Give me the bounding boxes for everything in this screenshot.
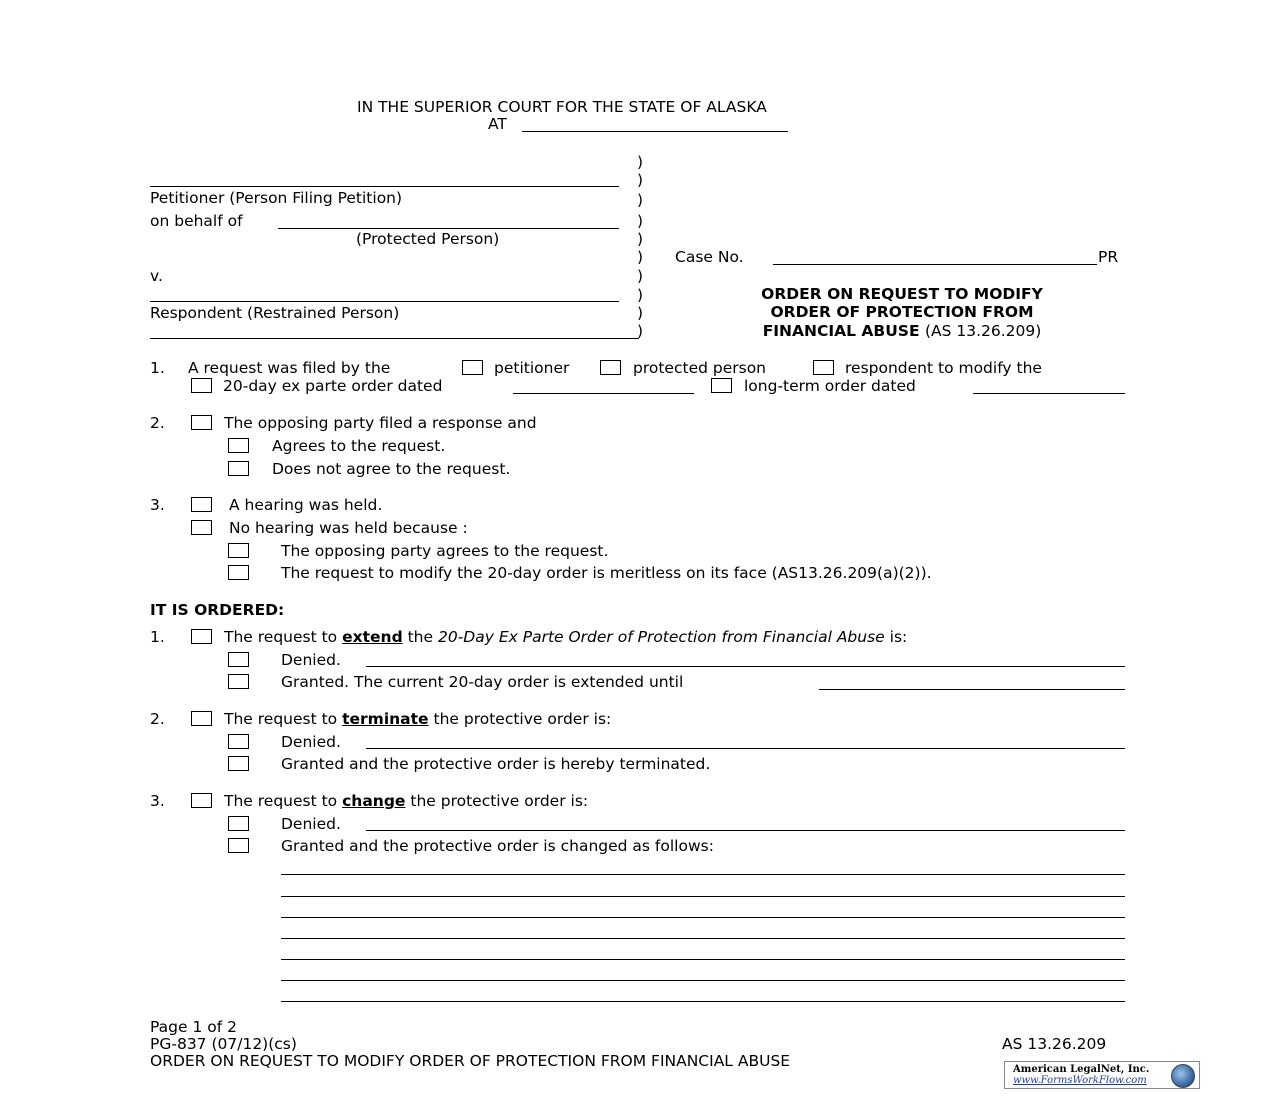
terminate-granted-checkbox[interactable] [228,756,249,771]
reason-meritless-label: The request to modify the 20-day order is meritless on its face (AS13.26.209(a)(2)). [281,564,932,582]
exparte-order-checkbox[interactable] [191,378,212,393]
court-location-field[interactable] [522,131,788,132]
caption-paren: ) [637,171,644,189]
change-request-checkbox[interactable] [191,793,212,808]
caption-bottom-rule [150,338,639,339]
extend-order-name: 20-Day Ex Parte Order of Protection from Financial Abuse [437,628,885,646]
change-request-text [224,792,588,810]
extend-post: is: [889,628,908,646]
extend-denied-reason-field[interactable] [366,666,1125,667]
logo-company-name: American LegalNet, Inc. [1013,1064,1150,1075]
petitioner-label: Petitioner (Person Filing Petition) [150,189,403,207]
terminate-denied-label: Denied. [281,733,341,751]
footer-statute: AS 13.26.209 [1002,1035,1107,1053]
reason-meritless-checkbox[interactable] [228,565,249,580]
extend-granted-label: Granted. The current 20-day order is extended until [281,673,684,691]
terminate-post: the protective order is: [433,710,612,728]
longterm-order-checkbox[interactable] [711,378,732,393]
change-details-line[interactable] [281,980,1125,981]
respondent-name-field[interactable] [150,301,619,302]
extend-until-date-field[interactable] [819,689,1125,690]
extend-granted-checkbox[interactable] [228,674,249,689]
caption-paren: ) [637,322,644,340]
extend-pre: The request to [224,628,338,646]
petitioner-option-label: petitioner [494,359,570,377]
respondent-label: Respondent (Restrained Person) [150,304,400,322]
order-1-number: 1. [150,628,165,646]
change-denied-checkbox[interactable] [228,816,249,831]
petitioner-checkbox[interactable] [462,360,483,375]
change-denied-reason-field[interactable] [366,830,1125,831]
extend-request-checkbox[interactable] [191,629,212,644]
change-keyword: change [342,792,406,810]
order-2-number: 2. [150,710,165,728]
terminate-granted-label: Granted and the protective order is hereby terminated. [281,755,711,773]
terminate-keyword: terminate [342,710,429,728]
change-details-line[interactable] [281,917,1125,918]
versus-label: v. [150,267,163,285]
respondent-option-label: respondent to modify the [845,359,1042,377]
response-filed-label: The opposing party filed a response and [224,414,537,432]
caption-paren: ) [637,267,644,285]
change-details-line[interactable] [281,938,1125,939]
on-behalf-of-label: on behalf of [150,212,243,230]
globe-icon [1171,1064,1195,1088]
hearing-held-checkbox[interactable] [191,497,212,512]
finding-3-number: 3. [150,496,165,514]
extend-denied-checkbox[interactable] [228,652,249,667]
reason-agree-checkbox[interactable] [228,543,249,558]
document-title-line3 [692,322,1112,340]
caption-paren: ) [637,230,644,248]
case-number-label: Case No. [675,248,744,266]
finding-1-number: 1. [150,359,165,377]
caption-paren: ) [637,304,644,322]
logo-website-link[interactable]: www.FormsWorkFlow.com [1013,1075,1147,1086]
caption-paren: ) [637,212,644,230]
agrees-checkbox[interactable] [228,438,249,453]
change-pre: The request to [224,792,338,810]
terminate-denied-reason-field[interactable] [366,748,1125,749]
american-legalnet-logo[interactable] [1004,1061,1200,1089]
caption-paren: ) [637,286,644,304]
order-3-number: 3. [150,792,165,810]
caption-paren: ) [637,153,644,171]
disagrees-checkbox[interactable] [228,461,249,476]
protected-person-checkbox[interactable] [600,360,621,375]
change-post: the protective order is: [410,792,589,810]
document-title-line1: ORDER ON REQUEST TO MODIFY [761,285,1043,303]
petitioner-name-field[interactable] [150,186,619,187]
no-hearing-checkbox[interactable] [191,520,212,535]
longterm-order-date-field[interactable] [973,393,1125,394]
caption-paren: ) [637,248,644,266]
extend-request-text [224,628,907,646]
protected-person-name-field[interactable] [278,228,619,229]
change-denied-label: Denied. [281,815,341,833]
agrees-label: Agrees to the request. [272,437,446,455]
document-title-statute: (AS 13.26.209) [924,322,1042,340]
change-details-line[interactable] [281,959,1125,960]
protected-person-option-label: protected person [633,359,766,377]
case-number-suffix: PR [1098,248,1119,266]
change-details-line[interactable] [281,896,1125,897]
page-number: Page 1 of 2 [150,1018,237,1036]
change-granted-label: Granted and the protective order is changed as follows: [281,837,714,855]
disagrees-label: Does not agree to the request. [272,460,511,478]
document-title-line2: ORDER OF PROTECTION FROM [770,303,1034,321]
terminate-request-checkbox[interactable] [191,711,212,726]
footer-form-title: ORDER ON REQUEST TO MODIFY ORDER OF PROTECTION FROM FINANCIAL ABUSE [150,1052,791,1070]
change-details-line[interactable] [281,874,1125,875]
extend-keyword: extend [342,628,403,646]
no-hearing-label: No hearing was held because : [229,519,468,537]
form-id: PG-837 (07/12)(cs) [150,1035,297,1053]
respondent-checkbox[interactable] [813,360,834,375]
response-filed-checkbox[interactable] [191,415,212,430]
terminate-request-text [224,710,611,728]
document-title-bold: FINANCIAL ABUSE [762,322,920,340]
terminate-pre: The request to [224,710,338,728]
finding-1-text: A request was filed by the [188,359,391,377]
reason-agree-label: The opposing party agrees to the request. [281,542,609,560]
exparte-order-label: 20-day ex parte order dated [223,377,443,395]
court-heading: IN THE SUPERIOR COURT FOR THE STATE OF ALASKA [357,98,767,116]
finding-2-number: 2. [150,414,165,432]
court-location-label: AT [488,115,507,133]
hearing-held-label: A hearing was held. [229,496,383,514]
extend-mid: the [407,628,434,646]
exparte-order-date-field[interactable] [513,393,694,394]
ordered-heading: IT IS ORDERED: [150,601,285,619]
extend-denied-label: Denied. [281,651,341,669]
change-granted-checkbox[interactable] [228,838,249,853]
caption-paren: ) [637,191,644,209]
terminate-denied-checkbox[interactable] [228,734,249,749]
longterm-order-label: long-term order dated [744,377,916,395]
case-number-field[interactable] [773,264,1097,265]
change-details-line[interactable] [281,1001,1125,1002]
protected-person-label: (Protected Person) [356,230,500,248]
